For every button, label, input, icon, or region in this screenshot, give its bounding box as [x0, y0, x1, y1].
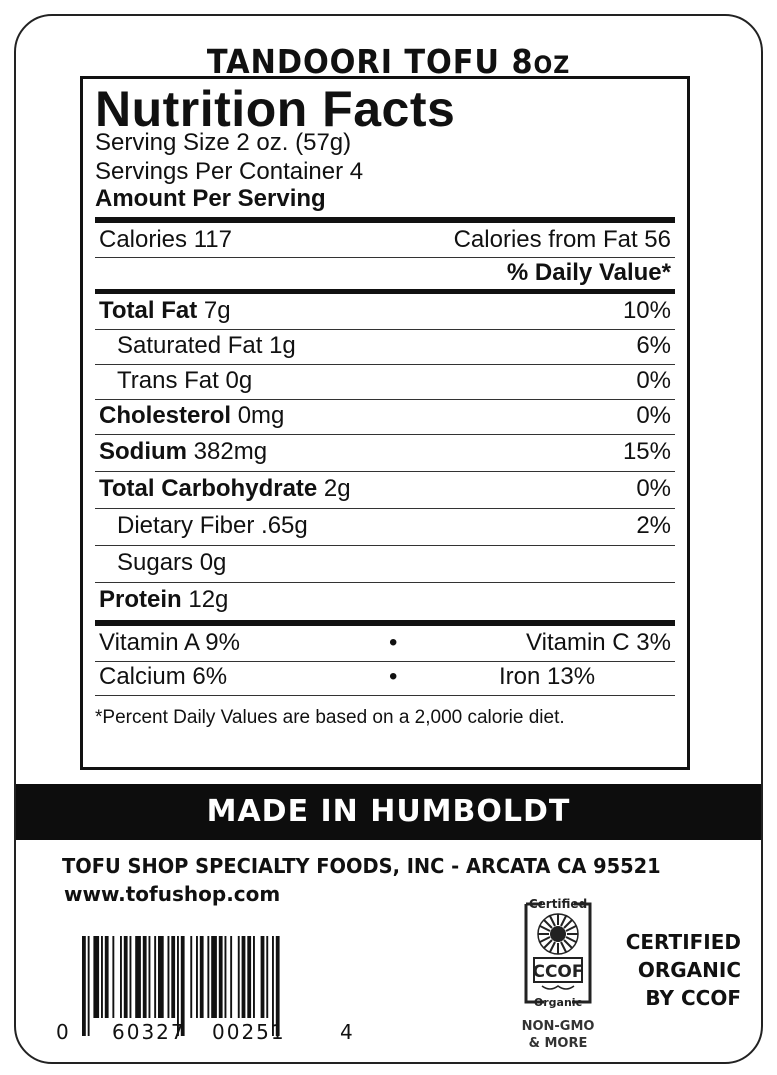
barcode-bar: [266, 936, 268, 1018]
nutrient-name: Total Fat: [99, 297, 198, 324]
ccof-certified-organic-logo: [512, 890, 604, 1052]
bullet-separator: •: [389, 629, 398, 656]
barcode-bar: [105, 936, 109, 1018]
nutrient-name: Total Carbohydrate: [99, 475, 318, 502]
barcode-bar: [124, 936, 128, 1018]
nutrient-dv: 6%: [636, 332, 671, 359]
nutrient-dv: 0%: [636, 367, 671, 394]
iron: Iron 13%: [499, 663, 596, 690]
nutrition-facts-panel: [80, 76, 690, 770]
barcode-number-group-2: 00251: [212, 1020, 286, 1044]
nutrient-row-dietary-fiber: [95, 510, 675, 542]
nutrient-dv: 10%: [622, 297, 671, 324]
nutrient-dv: 0%: [636, 475, 671, 502]
barcode-bar: [207, 936, 209, 1018]
nutrient-name: Saturated Fat 1g: [117, 332, 296, 359]
barcode-bar: [200, 936, 204, 1018]
vitamin-a: Vitamin A 9%: [99, 629, 240, 656]
nutrition-facts-heading: Nutrition Facts: [95, 81, 456, 137]
certified-line-3: BY CCOF: [645, 986, 741, 1010]
ccof-text: CCOF: [532, 962, 584, 982]
daily-value-header: % Daily Value*: [506, 259, 671, 286]
nutrient-name: Cholesterol: [99, 402, 232, 429]
medium-divider: [95, 289, 675, 294]
barcode-bar: [120, 936, 122, 1018]
website-link[interactable]: www.tofushop.com: [64, 882, 281, 906]
nutrient-row-saturated-fat: [95, 330, 675, 362]
barcode-bar: [93, 936, 99, 1018]
nutrient-name: Dietary Fiber .65g: [117, 512, 308, 539]
nutrient-amount: 2g: [323, 475, 351, 502]
daily-value-header-row: [95, 257, 675, 289]
divider: [95, 582, 675, 583]
nutrient-row-trans-fat: [95, 365, 675, 397]
ccof-organic-text: Organic: [533, 996, 583, 1009]
ccof-certified-text: Certified: [528, 897, 588, 911]
barcode-bar: [135, 936, 141, 1018]
barcode-bar: [154, 936, 156, 1018]
barcode-bar: [171, 936, 175, 1018]
barcode-bar: [158, 936, 164, 1018]
amount-per-serving: Amount Per Serving: [95, 185, 326, 212]
barcode-bar: [211, 936, 217, 1018]
barcode-bar: [149, 936, 151, 1018]
sunflower-icon: [538, 914, 578, 954]
calcium: Calcium 6%: [99, 663, 228, 690]
barcode-bar: [143, 936, 147, 1018]
divider: [95, 471, 675, 472]
serving-size: Serving Size 2 oz. (57g): [95, 129, 352, 156]
thick-divider: [95, 217, 675, 223]
barcode-bar: [88, 936, 90, 1036]
barcode-bar: [230, 936, 232, 1018]
company-address: TOFU SHOP SPECIALTY FOODS, INC - ARCATA CA 95521: [62, 854, 661, 878]
made-in-humboldt-banner: MADE IN HUMBOLDT: [16, 784, 761, 840]
nutrient-row-sugars: [95, 547, 675, 579]
barcode-bar: [219, 936, 223, 1018]
nutrient-row-sodium: [95, 436, 675, 468]
barcode-number-left: 0: [56, 1020, 69, 1044]
barcode-bar: [225, 936, 227, 1018]
barcode-bar: [238, 936, 240, 1018]
product-label: [14, 14, 763, 1064]
certified-organic-statement: [626, 928, 741, 1012]
and-more-text: & MORE: [528, 1036, 588, 1051]
barcode-bar: [196, 936, 198, 1018]
product-name: TANDOORI TOFU 8: [206, 42, 534, 81]
nutrient-dv: 15%: [622, 438, 671, 465]
ccof-logo-icon: [512, 890, 604, 1052]
nutrient-name: Sugars 0g: [117, 549, 227, 576]
calories-row: [95, 224, 675, 256]
nutrient-row-protein: [95, 584, 675, 616]
barcode-number-group-1: 60327: [112, 1020, 186, 1044]
nutrient-amount: 0mg: [237, 402, 285, 429]
divider: [95, 434, 675, 435]
nutrient-row-cholesterol: [95, 400, 675, 432]
certified-line-2: ORGANIC: [637, 958, 741, 982]
vitamin-c: Vitamin C 3%: [526, 629, 671, 656]
nutrient-dv: 2%: [636, 512, 671, 539]
servings-per-container: Servings Per Container 4: [95, 158, 364, 185]
calories: Calories 117: [99, 226, 232, 253]
thick-divider: [95, 620, 675, 626]
bullet-separator: •: [389, 663, 398, 690]
non-gmo-text: NON-GMO: [521, 1019, 595, 1034]
nutrient-amount: 7g: [203, 297, 231, 324]
barcode-bar: [242, 936, 246, 1018]
barcode-number-right: 4: [340, 1020, 353, 1044]
barcode-bar: [253, 936, 255, 1018]
nutrient-amount: 382mg: [193, 438, 268, 465]
nutrient-row-total-fat: [95, 295, 675, 327]
divider: [95, 545, 675, 546]
divider: [95, 508, 675, 509]
calories-from-fat: Calories from Fat 56: [453, 226, 671, 253]
barcode-bar: [190, 936, 192, 1018]
divider: [95, 661, 675, 662]
daily-value-footnote: *Percent Daily Values are based on a 2,000 calorie diet.: [95, 707, 565, 728]
barcode-bar: [112, 936, 114, 1018]
nutrient-name: Trans Fat 0g: [117, 367, 253, 394]
barcode-bar: [247, 936, 251, 1018]
nutrient-name: Sodium: [99, 438, 187, 465]
nutrient-amount: 12g: [188, 586, 229, 613]
barcode-bar: [168, 936, 170, 1018]
barcode-bar: [130, 936, 132, 1018]
barcode-bar: [101, 936, 103, 1018]
divider: [95, 695, 675, 696]
nutrient-name: Protein: [99, 586, 182, 613]
nutrient-row-total-carbohydrate: [95, 473, 675, 505]
product-unit: OZ: [533, 51, 571, 79]
certified-line-1: CERTIFIED: [625, 930, 741, 954]
barcode-bar: [82, 936, 86, 1036]
barcode-bar: [261, 936, 265, 1018]
nutrient-dv: 0%: [636, 402, 671, 429]
